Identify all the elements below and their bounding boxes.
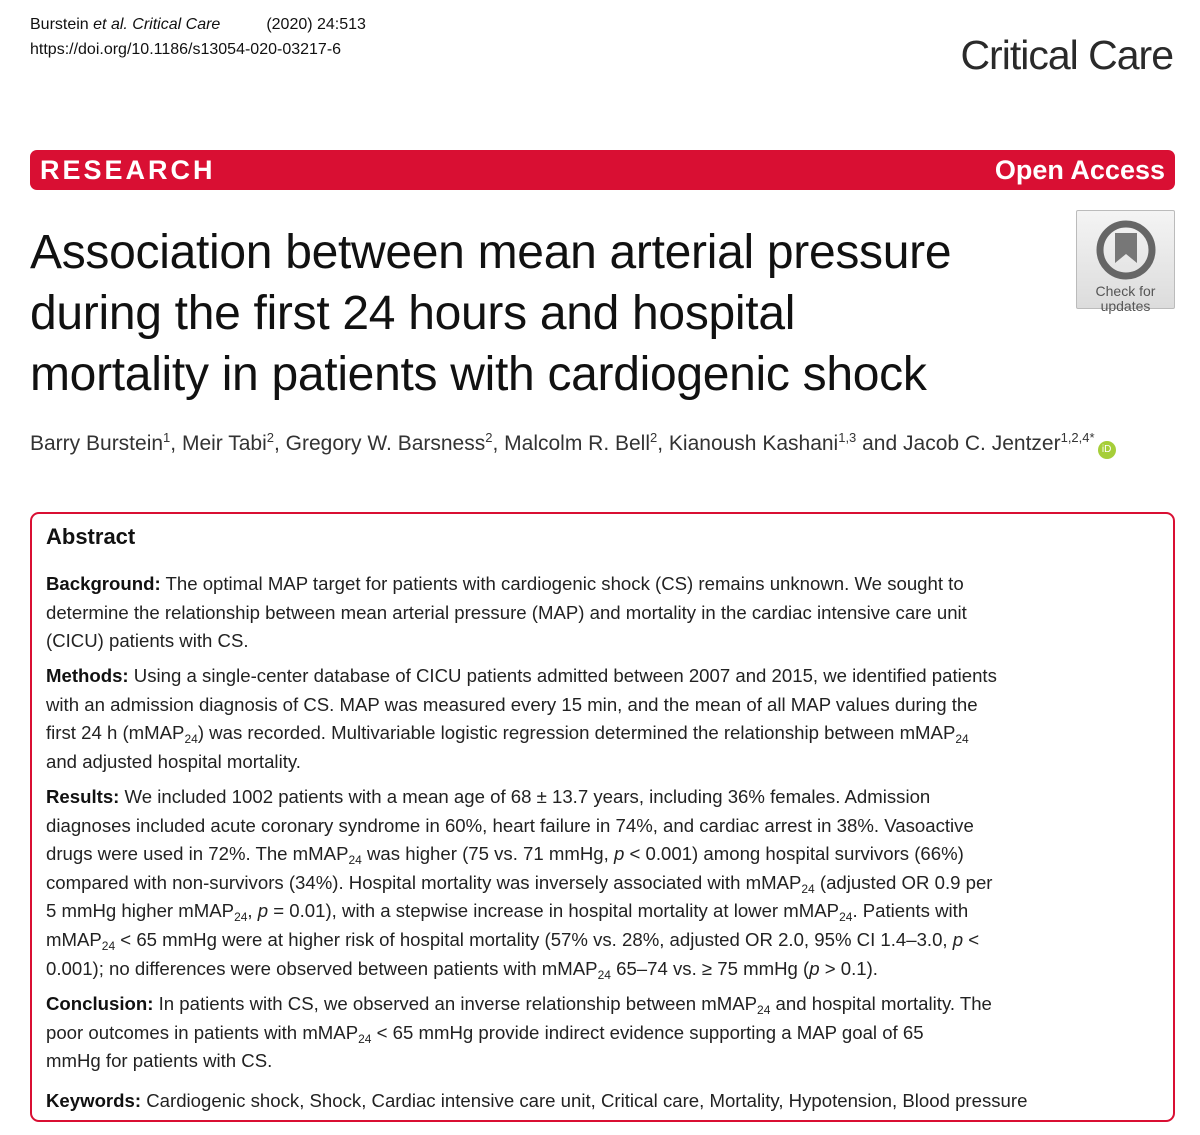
subscript: 24 [801, 881, 815, 896]
subscript: 24 [955, 732, 969, 747]
bookmark-circle-icon [1095, 219, 1157, 281]
abstract-results [46, 783, 993, 983]
text-segment: < [963, 928, 980, 950]
text-segment: compared with non-survivors (34%). Hospital mortality was inversely associated with mMAP [46, 871, 802, 893]
text-line [46, 897, 993, 926]
badge-line-1: Check for [1095, 283, 1156, 299]
subscript: 24 [358, 1031, 372, 1046]
section-label: Results: [46, 786, 120, 807]
section-label: Conclusion: [46, 993, 154, 1014]
abstract-background [46, 570, 967, 656]
journal-logo: Critical Care [960, 32, 1173, 78]
title-line: Association between mean arterial pressure [30, 226, 952, 279]
text-segment: 0.001); no differences were observed between patients with mMAP [46, 957, 598, 979]
text-segment: and hospital mortality. The [770, 993, 992, 1014]
text-line [46, 627, 967, 656]
author-affiliation: 1,3 [838, 430, 857, 445]
text-line [46, 748, 997, 777]
text-line [46, 691, 997, 720]
doi-link[interactable]: https://doi.org/10.1186/s13054-020-03217-6 [30, 41, 342, 58]
text-segment: p [809, 957, 820, 979]
citation-line [30, 16, 366, 34]
author-name[interactable]: Meir Tabi [181, 432, 267, 455]
text-segment: (adjusted OR 0.9 per [814, 871, 993, 893]
text-line [46, 1087, 1027, 1116]
text-segment: p [952, 928, 964, 950]
author-list: Barry Burstein$^1$, Meir Tabi$^2$, Gregory W. Barsness$^2$, Malcolm R. Bell$^2$, Kianoush Kashani$^{1,3}$ and Jacob C. Jentzer$^{1,2,4*}$iD [30, 430, 1116, 459]
author-affiliation: 1,2,4* [1060, 430, 1095, 445]
text-segment: 5 mmHg higher mMAP [46, 900, 235, 922]
author-name[interactable]: Kianoush Kashani [668, 432, 839, 455]
text-segment: was higher (75 vs. 71 mmHg, [361, 843, 614, 865]
title-line: mortality in patients with cardiogenic shock [30, 348, 927, 401]
text-line [46, 570, 967, 599]
article-type-banner [30, 150, 1175, 190]
text-segment: mmHg for patients with CS. [46, 1050, 273, 1072]
text-segment: poor outcomes in patients with mMAP [46, 1021, 359, 1043]
section-label: Background: [46, 573, 161, 594]
title-line: during the first 24 hours and hospital [30, 287, 796, 340]
citation-et-al: et al. [93, 16, 128, 33]
section-label: Methods: [46, 665, 129, 686]
text-segment: mMAP [46, 928, 102, 950]
author-name[interactable]: Gregory W. Barsness [285, 432, 486, 455]
subscript: 24 [839, 910, 853, 925]
badge-line-2: updates [1100, 298, 1151, 314]
abstract-conclusion [46, 990, 992, 1076]
text-segment: and adjusted hospital mortality. [46, 750, 301, 772]
abstract-keywords [46, 1087, 1027, 1116]
author-name[interactable]: Barry Burstein [30, 432, 164, 455]
subscript: 24 [597, 967, 611, 982]
text-segment: with an admission diagnosis of CS. MAP was measured every 15 min, and the mean of all MAP values during the [46, 693, 978, 715]
text-segment: = 0.01), with a stepwise increase in hospital mortality at lower mMAP [268, 900, 840, 922]
abstract-box [30, 512, 1175, 1122]
author-name[interactable]: Malcolm R. Bell [504, 432, 651, 455]
text-segment: In patients with CS, we observed an inverse relationship between mMAP [153, 993, 758, 1014]
text-segment: > 0.1). [819, 957, 878, 979]
citation-year-volume: (2020) 24:513 [266, 16, 366, 33]
check-for-updates-button[interactable] [1076, 210, 1175, 314]
text-line [46, 1047, 992, 1076]
text-line [46, 783, 993, 812]
author-name[interactable]: Jacob C. Jentzer [903, 432, 1061, 455]
text-segment: < 65 mmHg were at higher risk of hospital mortality (57% vs. 28%, adjusted OR 2.0, 95% CI 1.4–3.0, [115, 928, 953, 950]
section-label: Keywords: [46, 1090, 142, 1111]
article-type-label: RESEARCH [40, 155, 216, 185]
text-segment: p [613, 843, 625, 865]
text-line [46, 662, 997, 691]
orcid-icon[interactable]: iD [1098, 441, 1116, 459]
subscript: 24 [348, 853, 362, 868]
text-segment: first 24 h (mMAP [46, 722, 185, 744]
subscript: 24 [184, 732, 198, 747]
text-segment: p [257, 900, 269, 922]
text-line [46, 812, 993, 841]
text-line [46, 1019, 992, 1048]
text-segment: < 0.001) among hospital survivors (66%) [624, 843, 964, 865]
text-segment: Using a single-center database of CICU patients admitted between 2007 and 2015, we identified patients [128, 665, 997, 686]
author-affiliation: 2 [650, 430, 658, 445]
text-segment: The optimal MAP target for patients with cardiogenic shock (CS) remains unknown. We sought to [160, 573, 964, 594]
abstract-heading: Abstract [46, 524, 136, 549]
author-affiliation: 2 [485, 430, 493, 445]
text-segment: < 65 mmHg provide indirect evidence supporting a MAP goal of 65 [371, 1021, 924, 1043]
text-line [46, 990, 992, 1019]
text-segment: diagnoses included acute coronary syndrome in 60%, heart failure in 74%, and cardiac arrest in 38%. Vasoactive [46, 814, 974, 836]
abstract-methods [46, 662, 997, 776]
author-affiliation: 1 [163, 430, 171, 445]
text-line [46, 955, 993, 984]
text-line [46, 840, 993, 869]
text-segment: 65–74 vs. ≥ 75 mmHg ( [610, 957, 810, 979]
text-line [46, 599, 967, 628]
article-title [30, 222, 951, 405]
subscript: 24 [234, 910, 248, 925]
text-segment: determine the relationship between mean arterial pressure (MAP) and mortality in the cardiac intensive care unit [46, 601, 967, 623]
subscript: 24 [101, 938, 116, 953]
text-line [46, 926, 993, 955]
text-segment: drugs were used in 72%. The mMAP [46, 843, 349, 865]
text-segment: (CICU) patients with CS. [46, 630, 249, 652]
citation-authors: Burstein [30, 16, 89, 33]
text-line [46, 869, 993, 898]
citation-journal: Critical Care [132, 16, 221, 33]
text-segment: Cardiogenic shock, Shock, Cardiac intensive care unit, Critical care, Mortality, Hypotension, Blood pressure [141, 1090, 1028, 1111]
text-segment: . Patients with [852, 900, 969, 922]
text-line [46, 719, 997, 748]
text-segment: , [247, 900, 258, 922]
text-segment: We included 1002 patients with a mean age of 68 ± 13.7 years, including 36% females. Admission [119, 786, 931, 807]
author-affiliation: 2 [266, 430, 274, 445]
subscript: 24 [757, 1003, 771, 1017]
open-access-label: Open Access [994, 155, 1165, 185]
text-segment: ) was recorded. Multivariable logistic regression determined the relationship between mMAP [197, 722, 956, 744]
